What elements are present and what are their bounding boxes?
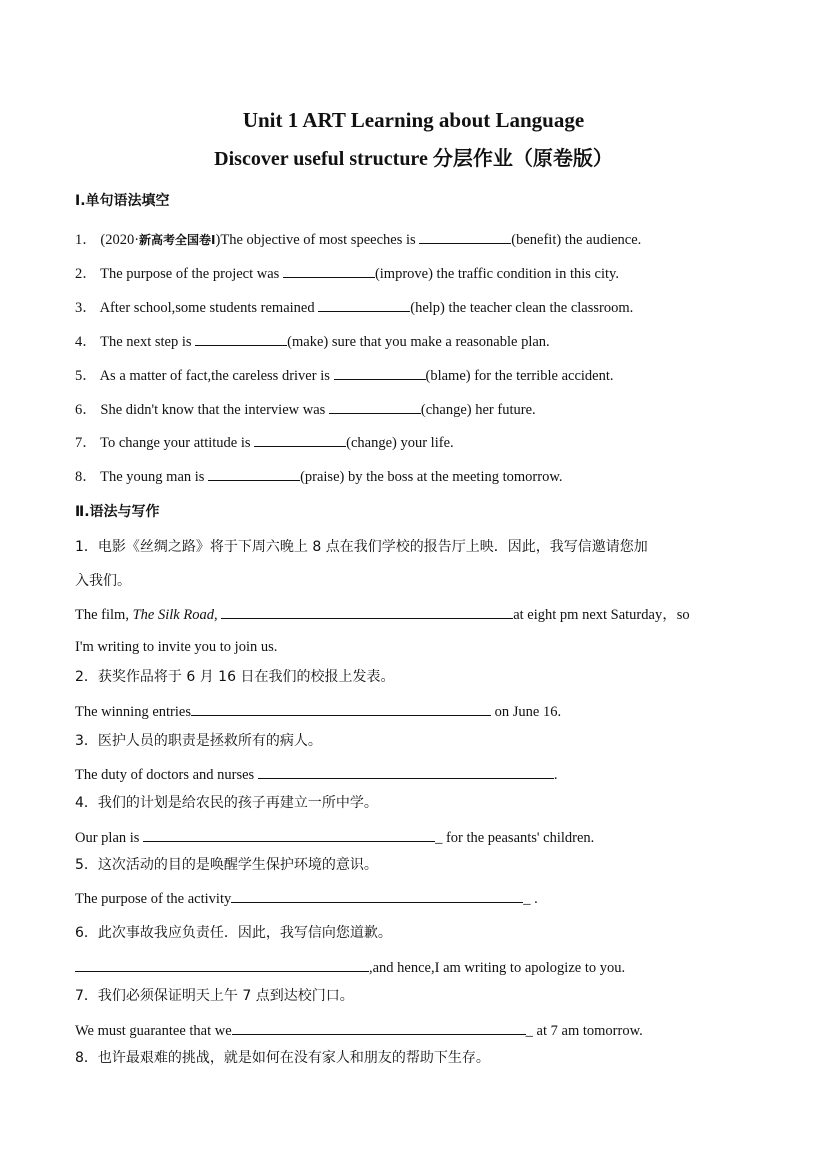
s1-item-8 (75, 465, 562, 486)
section-1-heading: Ⅰ.单句语法填空 (75, 193, 170, 209)
item-english-post: . (553, 767, 558, 783)
s2-item-7-en (75, 1020, 643, 1040)
item-chinese: 此次事故我应负责任．因此，我写信向您道歉。 (97, 925, 392, 941)
item-english-mid: , (213, 607, 222, 623)
s1-item-1 (75, 228, 641, 249)
item-prefix: (2020· (100, 232, 140, 248)
s2-item-5-zh (75, 854, 378, 874)
item-hint: (help) the teacher clean the classroom. (410, 300, 634, 316)
title-line-1: Unit 1 ART Learning about Language (242, 108, 585, 132)
s2-item-8-zh (75, 1047, 490, 1067)
item-stem: )The objective of most speeches is (215, 232, 420, 248)
item-number: 6． (75, 402, 97, 418)
item-number: 4． (75, 334, 97, 350)
item-stem: She didn't know that the interview was (100, 402, 329, 418)
item-hint: (blame) for the terrible accident. (425, 368, 614, 384)
item-english-post: _ for the peasants' children. (435, 830, 595, 846)
s2-item-5-en (75, 888, 538, 908)
item-number: 4． (75, 795, 98, 811)
answer-blank[interactable] (258, 764, 554, 779)
s2-item-1-zh-b: 入我们。 (75, 573, 131, 589)
item-english-post: ,and hence,I am writing to apologize to you. (369, 960, 626, 976)
item-chinese: 我们必须保证明天上午 7 点到达校门口。 (97, 988, 354, 1004)
item-hint: (change) your life. (346, 435, 454, 451)
item-stem: After school,some students remained (99, 300, 319, 316)
answer-blank[interactable] (231, 888, 523, 903)
s1-item-4 (75, 330, 550, 351)
item-english-pre: We must guarantee that we (75, 1023, 232, 1039)
item-number: 3． (75, 300, 97, 316)
item-hint: (change) her future. (420, 402, 536, 418)
item-stem: The purpose of the project was (100, 266, 283, 282)
title-line-2: Discover useful structure 分层作业（原卷版） (214, 148, 613, 170)
item-number: 5． (75, 368, 97, 384)
item-hint: (benefit) the audience. (511, 232, 642, 248)
s2-item-2-en (75, 701, 561, 721)
item-chinese: 这次活动的目的是唤醒学生保护环境的意识。 (97, 857, 378, 873)
s1-item-2 (75, 262, 619, 283)
answer-blank[interactable] (143, 827, 435, 842)
s1-item-6 (75, 398, 536, 419)
s2-item-3-en (75, 764, 557, 784)
answer-blank[interactable] (254, 432, 346, 447)
s2-item-2-zh (75, 666, 394, 686)
answer-blank[interactable] (334, 365, 426, 380)
s2-item-7-zh (75, 985, 354, 1005)
item-chinese: 也许最艰难的挑战，就是如何在没有家人和朋友的帮助下生存。 (97, 1050, 490, 1066)
s2-item-1-en (75, 603, 690, 624)
s2-item-4-en (75, 827, 594, 847)
item-hint: (improve) the traffic condition in this city. (374, 266, 619, 282)
s2-item-3-zh (75, 730, 322, 750)
answer-blank[interactable] (329, 399, 421, 414)
answer-blank[interactable] (191, 701, 491, 716)
item-english-post: _ at 7 am tomorrow. (525, 1023, 643, 1039)
item-english-post: on June 16. (490, 704, 562, 720)
item-chinese: 电影《丝绸之路》将于下周六晚上 8 点在我们学校的报告厅上映．因此，我写信邀请您加 (97, 539, 648, 555)
item-english-pre: Our plan is (75, 830, 144, 846)
item-hint: (make) sure that you make a reasonable plan. (287, 334, 550, 350)
item-stem: The next step is (100, 334, 196, 350)
item-source: 新高考全国卷Ⅰ (139, 233, 216, 247)
item-number: 7． (75, 988, 98, 1004)
item-number: 1． (75, 232, 97, 248)
item-number: 8． (75, 1050, 98, 1066)
item-number: 8． (75, 469, 97, 485)
section-2-heading: Ⅱ.语法与写作 (75, 504, 160, 520)
item-chinese: 我们的计划是给农民的孩子再建立一所中学。 (97, 795, 378, 811)
s2-item-6-zh (75, 922, 392, 942)
s2-item-6-en (75, 957, 625, 977)
item-chinese: 医护人员的职责是拯救所有的病人。 (97, 733, 322, 749)
s2-item-4-zh (75, 792, 378, 812)
s1-item-5 (75, 364, 614, 385)
answer-blank[interactable] (208, 466, 300, 481)
item-number: 6． (75, 925, 98, 941)
answer-blank[interactable] (419, 229, 511, 244)
s2-item-1-en-cont: I'm writing to invite you to join us. (75, 639, 278, 655)
s1-item-7 (75, 431, 454, 452)
item-english-pre: The purpose of the activity (75, 891, 232, 907)
item-stem: The young man is (100, 469, 209, 485)
answer-blank[interactable] (75, 957, 369, 972)
answer-blank[interactable] (232, 1020, 526, 1035)
item-number: 7． (75, 435, 97, 451)
item-hint: (praise) by the boss at the meeting tomorrow. (300, 469, 563, 485)
item-stem: To change your attitude is (100, 435, 255, 451)
item-number: 5． (75, 857, 98, 873)
item-english-pre: The film, (75, 607, 133, 623)
item-number: 1． (75, 539, 98, 555)
answer-blank[interactable] (221, 604, 513, 619)
item-number: 2． (75, 266, 97, 282)
answer-blank[interactable] (195, 331, 287, 346)
s2-item-1-zh-a (75, 536, 648, 556)
item-english-pre: The duty of doctors and nurses (75, 767, 258, 783)
answer-blank[interactable] (318, 297, 410, 312)
item-number: 2． (75, 669, 98, 685)
item-stem: As a matter of fact,the careless driver is (99, 368, 334, 384)
item-chinese: 获奖作品将于 6 月 16 日在我们的校报上发表。 (97, 669, 395, 685)
answer-blank[interactable] (283, 263, 375, 278)
item-english-pre: The winning entries (75, 704, 191, 720)
s1-item-3 (75, 296, 633, 317)
item-english-post: _ . (523, 891, 538, 907)
item-number: 3． (75, 733, 98, 749)
film-title: The Silk Road (132, 607, 214, 623)
item-english-post: at eight pm next Saturday，so (513, 607, 690, 623)
